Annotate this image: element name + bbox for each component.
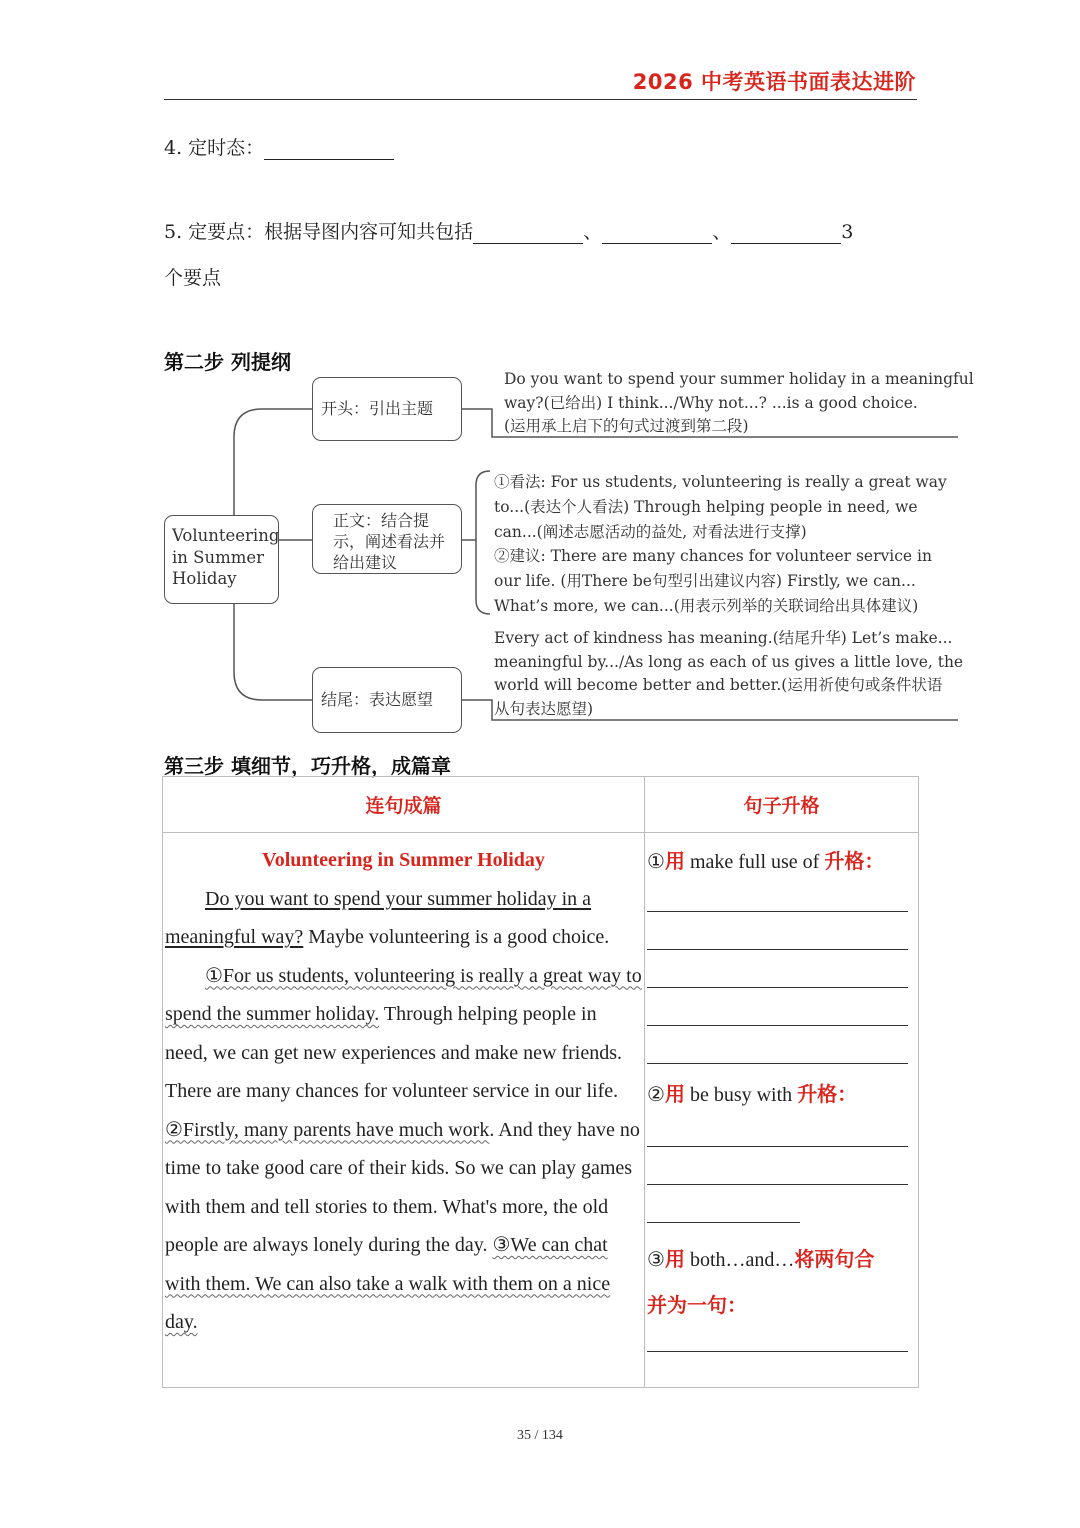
mindmap-ending-text: Every act of kindness has meaning.(结尾升华) Let’s make... meaningful by.../As long as each of us gives a little love, the world will become better and better.(运用祈使句或条件状语 从句表达愿望) [494, 629, 964, 718]
essay-body [165, 880, 642, 957]
mindmap-node-ending: 结尾：表达愿望 [312, 667, 462, 733]
answer-line[interactable] [647, 1025, 908, 1026]
question-5-label: 5. 定要点：根据导图内容可知共包括 [164, 221, 474, 243]
upgrade-cell [645, 833, 919, 1388]
question-5-line2: 个要点 [164, 267, 222, 289]
essay-text: Maybe volunteering is a good choice. [303, 926, 610, 948]
mindmap-body-text: ①看法: For us students, volunteering is really a great way to...(表达个人看法) Through helping people in need, we can...(阐述志愿活动的益处, 对看法进行支撑) ②建议: There are many chances for volunteer service in our life. (用There be句型引出建议内容) Firstly, we can... What’s more, we can...(用表示列举的关联词给出具体建议) [494, 473, 947, 615]
step2-title: 第二步 列提纲 [164, 350, 291, 374]
page-number: 35 / 134 [517, 1428, 563, 1443]
upgrade-1: ①用 make full use of 升格： [647, 851, 885, 873]
upgrade-3: ③用 both…and…将两句合 并为一句： [647, 1249, 875, 1317]
separator: 、 [583, 221, 603, 243]
essay-upgrade-sentence-3: ③We can chat with them. We can also take a walk with them on a nice day. [165, 1234, 611, 1333]
answer-line[interactable] [647, 911, 908, 912]
header-title: 2026 中考英语书面表达进阶 [632, 70, 916, 94]
answer-line[interactable] [647, 1222, 800, 1223]
essay-title: Volunteering in Summer Holiday [262, 849, 545, 871]
answer-line[interactable] [647, 1351, 908, 1352]
answer-line[interactable] [647, 987, 908, 988]
step3-title: 第三步 填细节，巧升格，成篇章 [164, 754, 451, 778]
column-header-left: 连句成篇 [163, 777, 645, 833]
essay-text: . And they have no time to take good care of their kids. So we can play games with them and tell stories to them. What's more, the old people are always lonely during the day. [165, 1118, 640, 1256]
answer-line[interactable] [647, 1146, 908, 1147]
mindmap-center-node: Volunteering in Summer Holiday [164, 515, 279, 604]
mindmap-intro-text: Do you want to spend your summer holiday in a meaningful way?(已给出) I think.../Why not...? ...is a good choice. (运用承上启下的句式过渡到第二段) [504, 370, 974, 435]
question-4-label: 4. 定时态： [164, 137, 265, 159]
essay-paragraph-2 [165, 957, 642, 1342]
answer-line[interactable] [647, 1063, 908, 1064]
question-5-tail: 3 [841, 221, 854, 243]
mindmap-node-body: 正文：结合提示，阐述看法并给出建议 [312, 504, 462, 574]
essay-given-sentence: Do you want to spend your summer holiday in a meaningful way? [165, 887, 592, 948]
essay-text: Through helping people in need, we can get new experiences and make new friends. There are many chances for volunteer service in our life. [165, 1003, 623, 1102]
essay-upgrade-sentence-2: ②Firstly, many parents have much work [165, 1118, 490, 1141]
answer-line[interactable] [647, 1184, 908, 1185]
essay-cell [163, 833, 645, 1388]
upgrade-2: ②用 be busy with 升格： [647, 1084, 858, 1106]
column-header-right: 句子升格 [645, 777, 919, 833]
writing-table [162, 776, 919, 1388]
essay-upgrade-sentence-1: ①For us students, volunteering is really a great way to spend the summer holiday. [165, 964, 642, 1025]
mindmap-node-intro: 开头：引出主题 [312, 377, 462, 441]
answer-line[interactable] [647, 949, 908, 950]
separator: 、 [712, 221, 732, 243]
